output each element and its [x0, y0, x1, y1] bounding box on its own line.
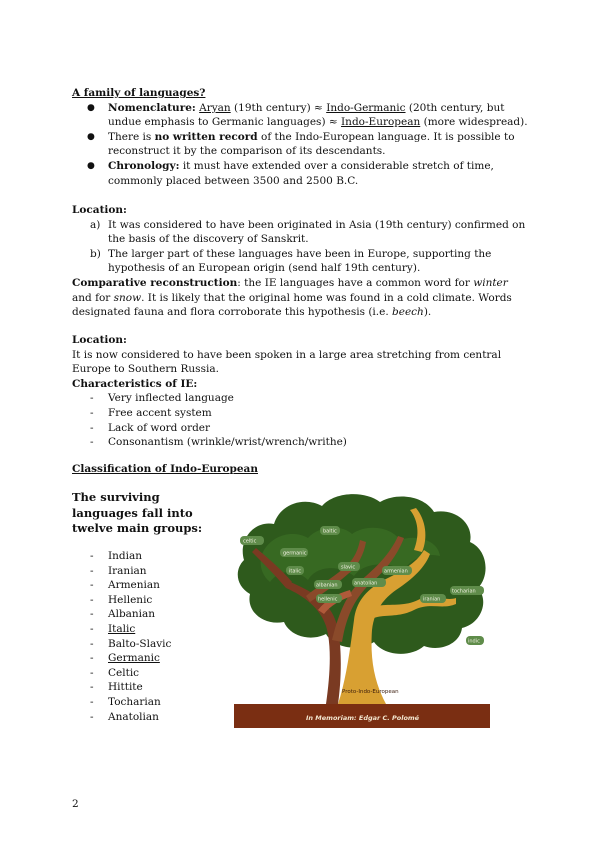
section-location-2 — [72, 333, 528, 450]
record-bold: no written record — [154, 130, 258, 143]
location-text-a: It was considered to have been originated in Asia (19th century) confirmed on the basis of the discovery of Sanskrit. — [108, 218, 526, 246]
location-item-b — [72, 247, 528, 276]
characteristic-item: - Lack of word order — [72, 421, 528, 436]
location-text-b: The larger part of these languages have been in Europe, supporting the hypothesis of an European origin (send half 19th century). — [108, 247, 492, 275]
nomenclature-text-2: (20th century, but undue emphasis to Germanic languages) ≈ — [108, 101, 505, 129]
comparative-text-1: : the IE languages have a common word for — [237, 276, 474, 289]
leaf-label: tocharian — [452, 588, 476, 595]
nomenclature-item — [72, 101, 528, 130]
language-groups-list — [72, 549, 222, 724]
leaf-label: armenian — [384, 568, 408, 575]
location-item-a — [72, 218, 528, 247]
record-text-pre: There is — [108, 130, 155, 143]
heading-family-of-languages: A family of languages? — [72, 87, 206, 99]
leaf-label: anatolian — [354, 580, 378, 587]
term-aryan: Aryan — [199, 101, 231, 114]
nomenclature-text-1: (19th century) ≈ — [230, 101, 327, 114]
section-classification — [72, 462, 528, 477]
heading-characteristics: Characteristics of IE: — [72, 377, 198, 390]
leaf-label: hellenic — [318, 596, 338, 603]
location-marker-a: a) — [90, 218, 101, 231]
word-snow: snow — [113, 291, 142, 304]
characteristics-list — [72, 391, 528, 449]
leaf-label: iranian — [423, 596, 441, 603]
leaf-label: slavic — [341, 564, 356, 571]
chronology-text: it must have extended over a considerable stretch of time, commonly placed between 3500 and 2500 B.C. — [108, 159, 494, 187]
comparative-text-3: . It is likely that the original home was found in a cold climate. Words designated fauna and flora corroborate this hypothesis (i.e. — [72, 291, 512, 319]
group-item: - Tocharian — [72, 695, 222, 710]
leaf-label: germanic — [283, 550, 307, 557]
record-text-post: of the Indo-European language. It is possible to reconstruct it by the comparison of its descendants. — [108, 130, 515, 158]
section-location-1 — [72, 203, 528, 320]
trunk-label: Proto-Indo-European — [342, 689, 399, 695]
surviving-languages-heading: The surviving languages fall into twelve main groups: — [72, 490, 203, 535]
nomenclature-label: Nomenclature: — [108, 101, 196, 114]
group-item: - Hellenic — [72, 593, 222, 608]
leaf-label: italic — [289, 568, 301, 575]
comparative-text-2: and for — [72, 291, 114, 304]
leaf-label: celtic — [243, 538, 257, 545]
chronology-label: Chronology: — [108, 159, 180, 172]
location-marker-b: b) — [90, 247, 101, 260]
group-item: - Albanian — [72, 607, 222, 622]
group-item: - Italic — [72, 622, 222, 637]
comparative-text-4: ). — [423, 306, 432, 319]
term-indo-germanic: Indo-Germanic — [326, 101, 406, 114]
heading-location-2: Location: — [72, 334, 127, 346]
location-2-text: It is now considered to have been spoken in a large area stretching from central Europe to Southern Russia. — [72, 348, 502, 376]
location-list — [72, 218, 528, 276]
page-number: 2 — [72, 798, 79, 810]
leaf-label: albanian — [316, 582, 338, 589]
group-item: - Balto-Slavic — [72, 637, 222, 652]
comparative-paragraph — [72, 276, 528, 320]
section-family — [72, 86, 528, 188]
language-groups — [72, 549, 222, 724]
group-item: - Indian — [72, 549, 222, 564]
term-indo-european: Indo-European — [341, 116, 421, 129]
family-bullet-list — [72, 101, 528, 189]
characteristic-item: - Consonantism (wrinkle/wrist/wrench/writhe) — [72, 435, 528, 450]
characteristic-item: - Very inflected language — [72, 391, 528, 406]
chronology-item — [72, 159, 528, 188]
group-item: - Anatolian — [72, 710, 222, 725]
banner-text: In Memoriam: Edgar C. Polomé — [306, 714, 420, 722]
word-winter: winter — [473, 276, 508, 289]
group-item: - Celtic — [72, 666, 222, 681]
heading-location-1: Location: — [72, 204, 127, 216]
group-item: - Germanic — [72, 651, 222, 666]
comparative-label: Comparative reconstruction — [72, 276, 238, 289]
group-item: - Hittite — [72, 680, 222, 695]
group-item: - Armenian — [72, 578, 222, 593]
characteristic-item: - Free accent system — [72, 406, 528, 421]
word-beech: beech — [392, 306, 424, 319]
nomenclature-text-3: (more widespread). — [420, 116, 528, 129]
language-tree-illustration — [234, 490, 490, 728]
written-record-item — [72, 130, 528, 159]
tree-svg — [234, 490, 490, 728]
group-item: - Iranian — [72, 564, 222, 579]
leaf-label: baltic — [323, 528, 337, 535]
heading-classification: Classification of Indo-European — [72, 463, 258, 475]
leaf-label: indic — [468, 638, 480, 645]
